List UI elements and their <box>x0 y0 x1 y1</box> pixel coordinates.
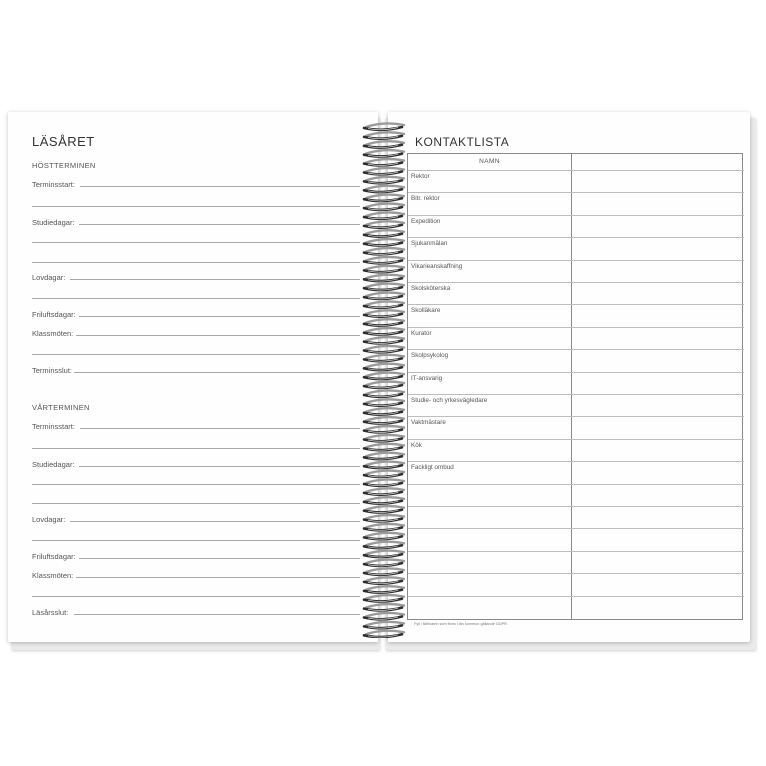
autumn-field-line-0-extra-0[interactable] <box>32 206 360 207</box>
spring-field-label-3: Friluftsdagar: <box>32 552 76 561</box>
spiral-coil <box>364 462 404 468</box>
left-page-title: LÄSÅRET <box>32 134 95 149</box>
spring-field-label-4: Klassmöten: <box>32 571 74 580</box>
table-row-label: Bitr. rektor <box>411 195 440 203</box>
spiral-coil <box>364 551 404 557</box>
spiral-coil <box>364 123 404 129</box>
spiral-coil <box>364 568 404 574</box>
spiral-coil <box>364 266 404 272</box>
spiral-coil <box>364 141 404 147</box>
autumn-field-line-0[interactable] <box>80 186 360 187</box>
right-page-title: KONTAKTLISTA <box>415 135 510 149</box>
spiral-coil <box>364 542 404 548</box>
spiral-coil <box>364 132 404 138</box>
spring-field-label-5: Läsårsslut: <box>32 608 69 617</box>
spiral-coil <box>364 586 404 592</box>
autumn-term-heading: HÖSTTERMINEN <box>32 161 96 170</box>
spiral-coil <box>364 613 404 619</box>
spiral-coil <box>364 426 404 432</box>
spiral-coil <box>364 373 404 379</box>
left-page <box>8 112 378 642</box>
autumn-field-line-4-extra-0[interactable] <box>32 354 360 355</box>
autumn-field-line-3[interactable] <box>79 316 360 317</box>
table-row[interactable] <box>408 573 744 595</box>
autumn-field-line-1-extra-0[interactable] <box>32 242 360 243</box>
spiral-coil <box>364 417 404 423</box>
spiral-coil <box>364 604 404 610</box>
spring-field-line-4-extra-0[interactable] <box>32 596 360 597</box>
autumn-field-line-4[interactable] <box>76 335 360 336</box>
spring-field-line-2[interactable] <box>70 521 360 522</box>
table-row[interactable] <box>408 596 744 618</box>
spiral-coil <box>364 399 404 405</box>
spring-field-label-2: Lovdagar: <box>32 515 66 524</box>
table-row[interactable] <box>408 551 744 573</box>
spring-field-line-0-extra-0[interactable] <box>32 448 360 449</box>
spiral-coil <box>364 506 404 512</box>
autumn-field-line-1[interactable] <box>79 224 360 225</box>
autumn-field-label-1: Studiedagar: <box>32 218 75 227</box>
spiral-coil <box>364 515 404 521</box>
table-row-label: Vikarieanskaffning <box>411 262 463 270</box>
table-row-label: Sjukanmälan <box>411 240 448 248</box>
contact-table <box>407 153 743 620</box>
spring-field-line-4[interactable] <box>76 577 360 578</box>
spiral-coil <box>364 310 404 316</box>
spiral-coil <box>364 631 404 637</box>
spiral-coil <box>364 195 404 201</box>
spring-field-label-0: Terminsstart: <box>32 422 75 431</box>
table-row-label: Expedition <box>411 217 441 225</box>
table-row[interactable] <box>408 484 744 506</box>
table-row-label: Skolsköterska <box>411 285 451 292</box>
spiral-coil <box>364 257 404 263</box>
spiral-coil <box>364 284 404 290</box>
table-row-label: Vaktmästare <box>411 419 446 427</box>
spiral-coil <box>364 382 404 388</box>
table-row[interactable] <box>408 282 744 304</box>
table-row-label: Rektor <box>411 173 430 180</box>
spiral-coil <box>364 248 404 254</box>
table-row[interactable] <box>408 416 744 438</box>
spiral-coil <box>364 622 404 628</box>
autumn-field-line-1-extra-1[interactable] <box>32 262 360 263</box>
spiral-binding <box>360 118 410 638</box>
autumn-field-label-4: Klassmöten: <box>32 329 74 338</box>
table-row-label: Skolläkare <box>411 307 441 315</box>
spiral-coil <box>364 364 404 370</box>
table-row-label: Skolpsykolog <box>411 352 449 360</box>
table-row[interactable] <box>408 394 744 416</box>
table-row[interactable] <box>408 304 744 326</box>
autumn-field-line-2-extra-0[interactable] <box>32 298 360 299</box>
spiral-coil <box>364 293 404 299</box>
spiral-coil <box>364 319 404 325</box>
spiral-coil <box>364 408 404 414</box>
table-row[interactable] <box>408 461 744 483</box>
table-row[interactable] <box>408 439 744 461</box>
spring-field-line-2-extra-0[interactable] <box>32 540 360 541</box>
table-row[interactable] <box>408 215 744 237</box>
spiral-coil <box>364 346 404 352</box>
spiral-coil <box>364 275 404 281</box>
spiral-coil <box>364 204 404 210</box>
spiral-coil <box>364 560 404 566</box>
spring-field-line-1-extra-0[interactable] <box>32 484 360 485</box>
table-row[interactable] <box>408 372 744 394</box>
spiral-coil <box>364 239 404 245</box>
table-row-label: IT-ansvarig <box>411 374 443 382</box>
table-row[interactable] <box>408 192 744 214</box>
spring-term-heading: VÅRTERMINEN <box>32 403 90 412</box>
spiral-coil <box>364 488 404 494</box>
spiral-coil <box>364 337 404 343</box>
spiral-coil <box>364 301 404 307</box>
table-row[interactable] <box>408 170 744 192</box>
spiral-coil <box>364 390 404 396</box>
autumn-field-label-3: Friluftsdagar: <box>32 310 76 319</box>
table-row[interactable] <box>408 528 744 550</box>
spiral-coil <box>364 479 404 485</box>
spiral-coil <box>364 186 404 192</box>
spiral-coil <box>364 533 404 539</box>
table-row[interactable] <box>408 349 744 371</box>
table-row-label: Studie- och yrkesvägledare <box>411 397 488 404</box>
spiral-coil <box>364 168 404 174</box>
table-row[interactable] <box>408 260 744 282</box>
autumn-field-line-5[interactable] <box>74 372 360 373</box>
spiral-coil <box>364 471 404 477</box>
autumn-field-line-2[interactable] <box>70 279 360 280</box>
spiral-coil <box>364 328 404 334</box>
spiral-coil <box>364 355 404 361</box>
spiral-coil <box>364 595 404 601</box>
spiral-coil <box>364 577 404 583</box>
spiral-coil <box>364 453 404 459</box>
table-row-label: Kurator <box>411 329 432 337</box>
spring-field-line-1[interactable] <box>79 466 360 467</box>
spring-field-line-0[interactable] <box>80 428 360 429</box>
spiral-coil <box>364 497 404 503</box>
spring-field-line-1-extra-1[interactable] <box>32 503 360 504</box>
spring-field-line-5[interactable] <box>74 614 360 615</box>
table-row[interactable] <box>408 237 744 259</box>
footnote: Fyll i fält/namn som finns i din kommun gällande GDPR. <box>414 622 508 626</box>
spiral-coil <box>364 524 404 530</box>
spiral-coil <box>364 212 404 218</box>
table-row-label: Kök <box>411 441 422 449</box>
spring-field-label-1: Studiedagar: <box>32 460 75 469</box>
spiral-coil <box>364 230 404 236</box>
spiral-coil <box>364 221 404 227</box>
table-row[interactable] <box>408 327 744 349</box>
autumn-field-label-5: Terminsslut: <box>32 366 73 375</box>
autumn-field-label-2: Lovdagar: <box>32 273 66 282</box>
table-row-label: Fackligt ombud <box>411 464 454 472</box>
spiral-coil <box>364 159 404 165</box>
autumn-field-label-0: Terminsstart: <box>32 180 75 189</box>
table-row[interactable] <box>408 506 744 528</box>
spiral-coil <box>364 150 404 156</box>
spiral-coil <box>364 177 404 183</box>
table-header-name: NAMN <box>479 158 500 165</box>
spring-field-line-3[interactable] <box>79 558 360 559</box>
spiral-coil <box>364 435 404 441</box>
spiral-coil <box>364 444 404 450</box>
